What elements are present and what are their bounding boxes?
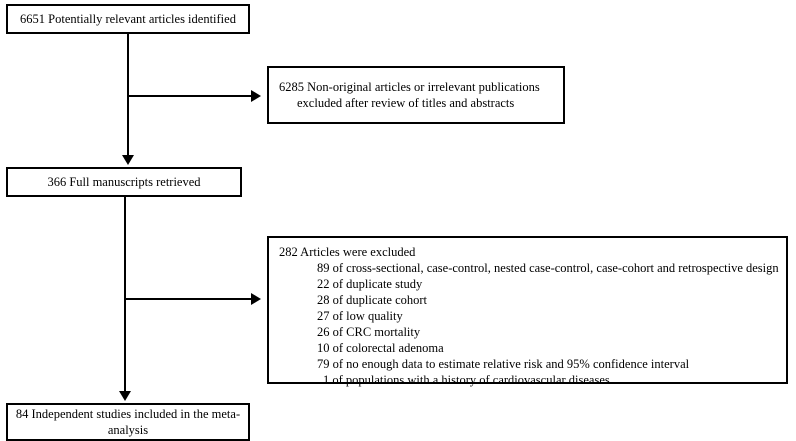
connector-to-excluded-articles — [124, 298, 251, 300]
arrowhead-excluded-titles — [251, 90, 261, 102]
excluded-articles-list — [279, 260, 778, 388]
list-item: 22 of duplicate study — [317, 277, 423, 291]
node-identified-label: 6651 Potentially relevant articles identified — [20, 12, 236, 26]
node-included-line2: analysis — [107, 423, 149, 437]
list-item: 1 of populations with a history of cardiovascular diseases — [323, 373, 610, 387]
node-retrieved — [6, 167, 242, 197]
arrowhead-excluded-articles — [251, 293, 261, 305]
list-item: 28 of duplicate cohort — [317, 293, 428, 307]
list-item: 26 of CRC mortality — [317, 325, 421, 339]
node-excluded-titles-line2: excluded after review of titles and abstracts — [297, 96, 515, 110]
node-excluded-titles — [267, 66, 565, 124]
node-included-line1: 84 Independent studies included in the meta- — [15, 407, 241, 421]
node-identified — [6, 4, 250, 34]
connector-retrieved-to-included — [124, 197, 126, 391]
node-included — [6, 403, 250, 441]
node-excluded-titles-line1: 6285 Non-original articles or irrelevant publications — [279, 80, 540, 94]
node-excluded-articles-title: 282 Articles were excluded — [279, 245, 416, 259]
arrowhead-included — [119, 391, 131, 401]
list-item: 10 of colorectal adenoma — [317, 341, 444, 355]
list-item: 79 of no enough data to estimate relative risk and 95% confidence interval — [317, 357, 690, 371]
list-item: 89 of cross-sectional, case-control, nested case-control, case-cohort and retrospective design — [317, 261, 779, 275]
connector-to-excluded-titles — [127, 95, 251, 97]
list-item: 27 of low quality — [317, 309, 403, 323]
node-excluded-articles — [267, 236, 788, 387]
arrowhead-retrieved — [122, 155, 134, 165]
node-retrieved-label: 366 Full manuscripts retrieved — [47, 175, 201, 189]
